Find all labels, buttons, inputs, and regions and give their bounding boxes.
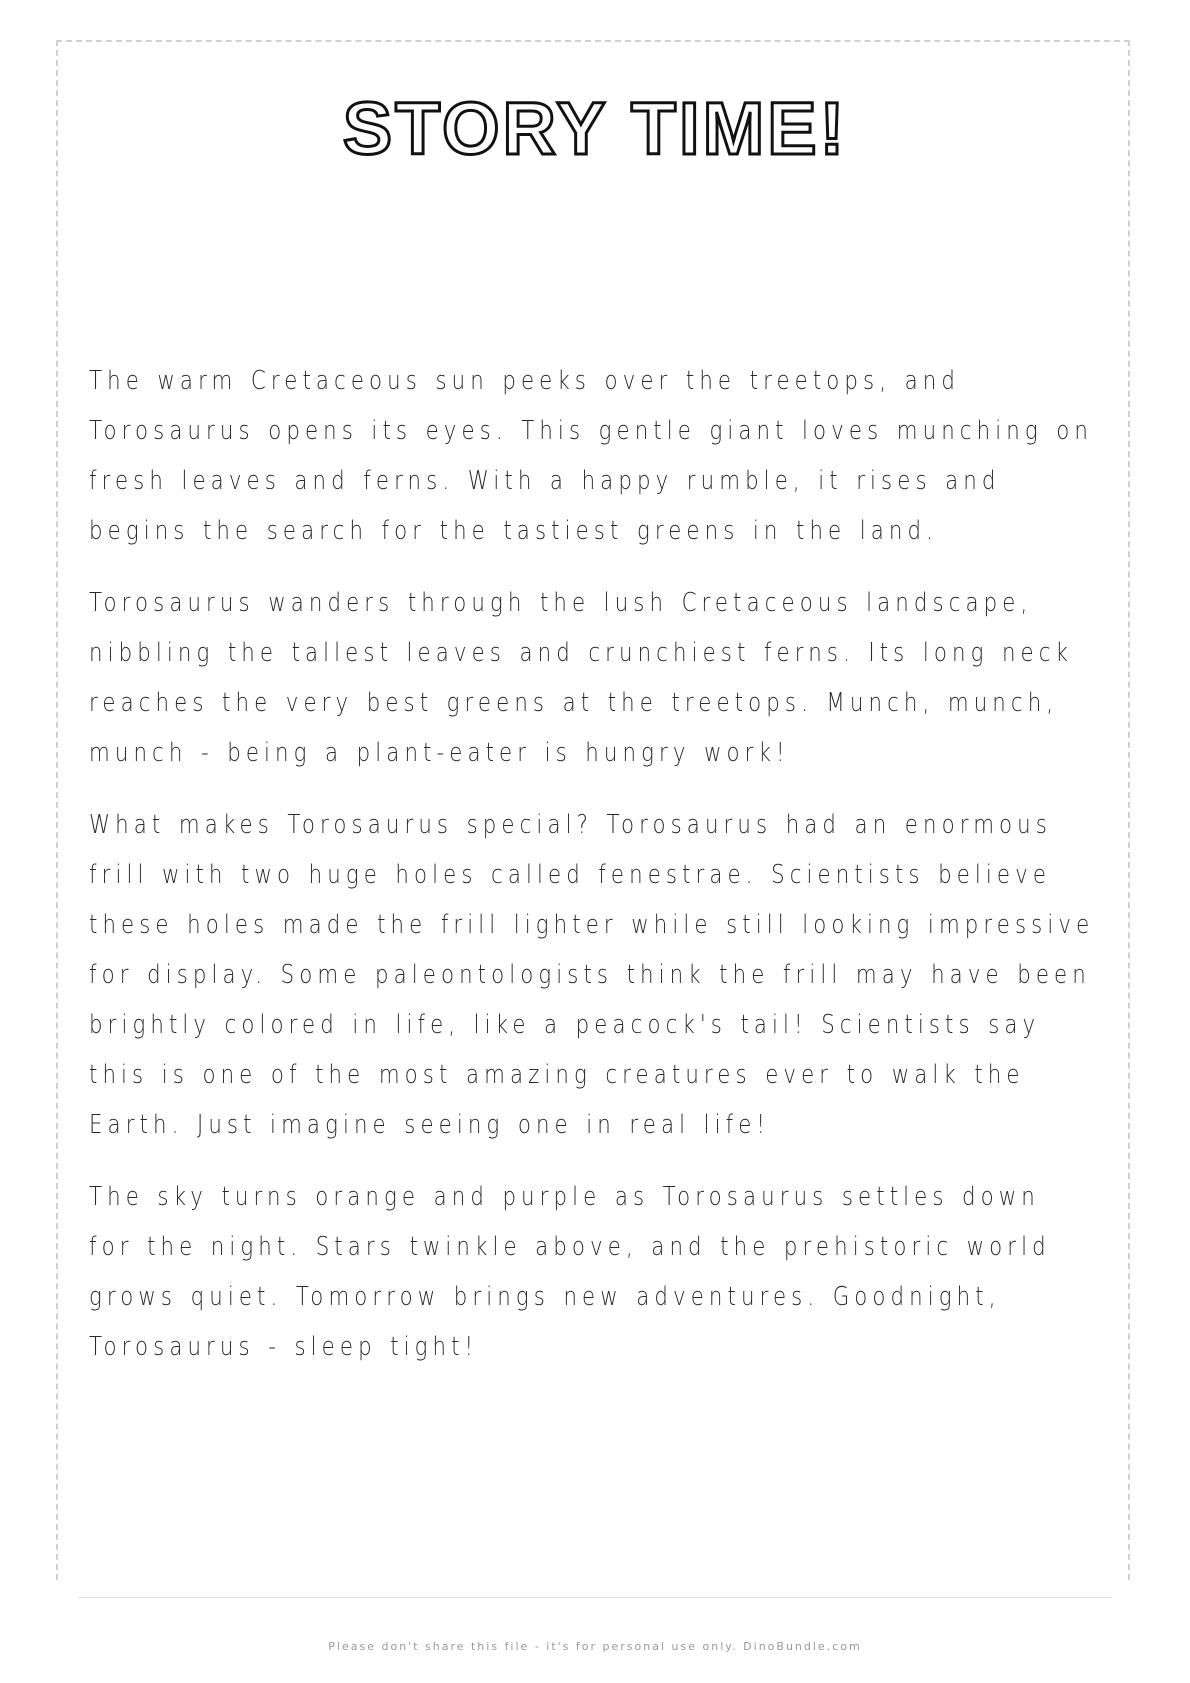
footer-divider	[78, 1597, 1112, 1598]
footer-copyright-note: Please don't share this file - it's for personal use only. DinoBundle.com	[328, 1640, 862, 1653]
story-paragraph-morning: The warm Cretaceous sun peeks over the treetops, and Torosaurus opens its eyes. This gentle giant loves munching on fresh leaves and ferns. With a happy rumble, it rises and begins the search for the tastiest greens in the land.	[89, 366, 1093, 546]
page-title: STORY TIME!	[342, 87, 848, 170]
story-body	[89, 356, 1109, 1394]
story-paragraph-night: The sky turns orange and purple as Torosaurus settles down for the night. Stars twinkle above, and the prehistoric world grows quiet. Tomorrow brings new adventures. Goodnight, Torosaurus - sleep tight!	[89, 1182, 1051, 1362]
story-paragraph-facts: What makes Torosaurus special? Torosaurus had an enormous frill with two huge holes called fenestrae. Scientists believe these holes made the frill lighter while still looking impressive for display. Some paleontologists think the frill may have been brightly colored in life, like a peacock's tail! Scientists say this is one of the most amazing creatures ever to walk the Earth. Just imagine seeing one in real life!	[89, 810, 1095, 1140]
story-paragraph-wandering: Torosaurus wanders through the lush Cretaceous landscape, nibbling the tallest leaves and crunchiest ferns. Its long neck reaches the very best greens at the treetops. Munch, munch, munch - being a plant-eater is hungry work!	[89, 588, 1073, 768]
